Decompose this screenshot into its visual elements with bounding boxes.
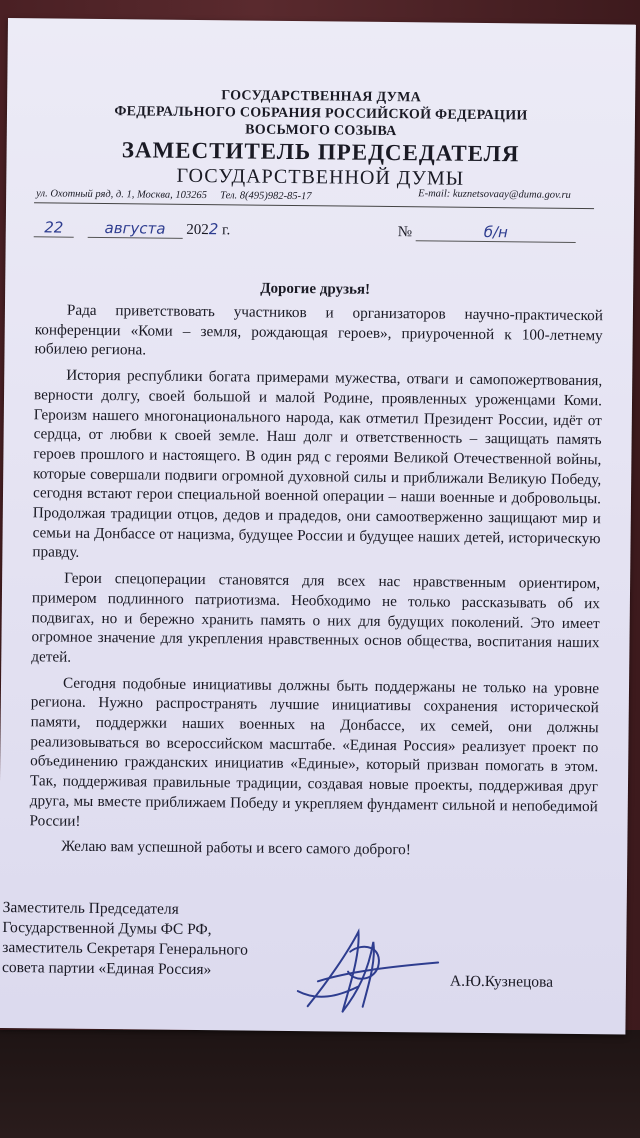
letterhead-title: ЗАМЕСТИТЕЛЬ ПРЕДСЕДАТЕЛЯ [121, 137, 520, 167]
handwritten-signature [288, 911, 449, 1023]
letterhead-email: E-mail: kuznetsovaay@duma.gov.ru [418, 188, 571, 201]
paragraph: Сегодня подобные инициативы должны быть поддержаны не только на уровне региона. Нужно распространять лучшие инициативы сохранения исторической памяти, поддержки наших военных на Донбассе, их семей, они должны реализовываться во всероссийском масштабе. «Единая Россия» реализует проект по объединению гражданских инициатив «Единые», который призван помогать в этом. Так, поддерживая правильные традиции, создавая новые проекты, поддерживая друг друга, мы вместе приближаем Победу и укрепляем фундамент сильной и непобедимой России! [29, 674, 600, 830]
greeting: Дорогие друзья! [260, 280, 371, 298]
paragraph: Герои спецоперации становятся для всех нас нравственным ориентиром, примером подлинного патриотизма. Необходимо не только рассказывать об их подвигах, но и бережно хранить память о них для будущих поколений. Это имеет огромное значение для укрепления нравственных основ общества, воспитания наших детей. [31, 569, 601, 666]
letterhead-address: ул. Охотный ряд, д. 1, Москва, 103265 [36, 188, 207, 202]
document-number: б/н [416, 222, 576, 243]
paragraph: История республики богата примерами мужества, отваги и самопожертвования, верности долгу, своей большой и малой Родине, проявленных уроженцами Коми. Героизм нашего многонационального народа, как отметил Президент России, идёт от сердца, от любви к своей земле. Наш долг и ответственность – защищать память героев прошлого и настоящего. В один ряд с героями Великой Отечественной войны, которые совершали подвиги огромной духовной силы и приближали Великую Победу, сегодня встают герои специальной военной операции – наши военные и добровольцы. Продолжая традиции отцов, дедов и прадедов, они самоотверженно защищают мир и семьи на Донбассе от нацизма, будущее России и будущее наших детей, историческую правду. [32, 366, 603, 562]
document-number-line [398, 222, 576, 243]
date-year-mark: г. [222, 222, 231, 239]
letterhead-divider [34, 202, 594, 209]
date-year-suffix: 2 [208, 220, 219, 239]
date-line [34, 218, 231, 239]
signatory-name: А.Ю.Кузнецова [449, 972, 554, 991]
signature-position-line: заместитель Секретаря Генерального [2, 938, 249, 959]
letterhead-subtitle: ГОСУДАРСТВЕННОЙ ДУМЫ [176, 164, 465, 190]
signature-position-line: Государственной Думы ФС РФ, [2, 918, 212, 939]
signature-position-line: совета партии «Единая Россия» [1, 958, 212, 979]
paragraph: Желаю вам успешной работы и всего самого доброго! [61, 837, 411, 859]
letter-body [29, 300, 603, 868]
date-day: 22 [34, 218, 74, 237]
header-line-duma: ГОСУДАРСТВЕННАЯ ДУМА [221, 88, 422, 106]
paragraph: Рада приветствовать участников и организаторов научно-практической конференции «Коми – земля, рождающая героев», приуроченной к 100-летнему юбилею региона. [34, 301, 604, 359]
letter-sheet [0, 18, 636, 1035]
floor-background [0, 1030, 640, 1138]
signature-position-line: Заместитель Председателя [2, 898, 179, 918]
number-label: № [397, 224, 413, 241]
letterhead-phone: Тел. 8(495)982-85-17 [220, 190, 312, 203]
date-year-prefix: 202 [186, 221, 209, 239]
header-line-federal-assembly: ФЕДЕРАЛЬНОГО СОБРАНИЯ РОССИЙСКОЙ ФЕДЕРАЦИИ [114, 104, 528, 124]
header-line-convocation: ВОСЬМОГО СОЗЫВА [245, 122, 397, 140]
signature-block [2, 898, 249, 981]
date-month: августа [87, 219, 182, 239]
